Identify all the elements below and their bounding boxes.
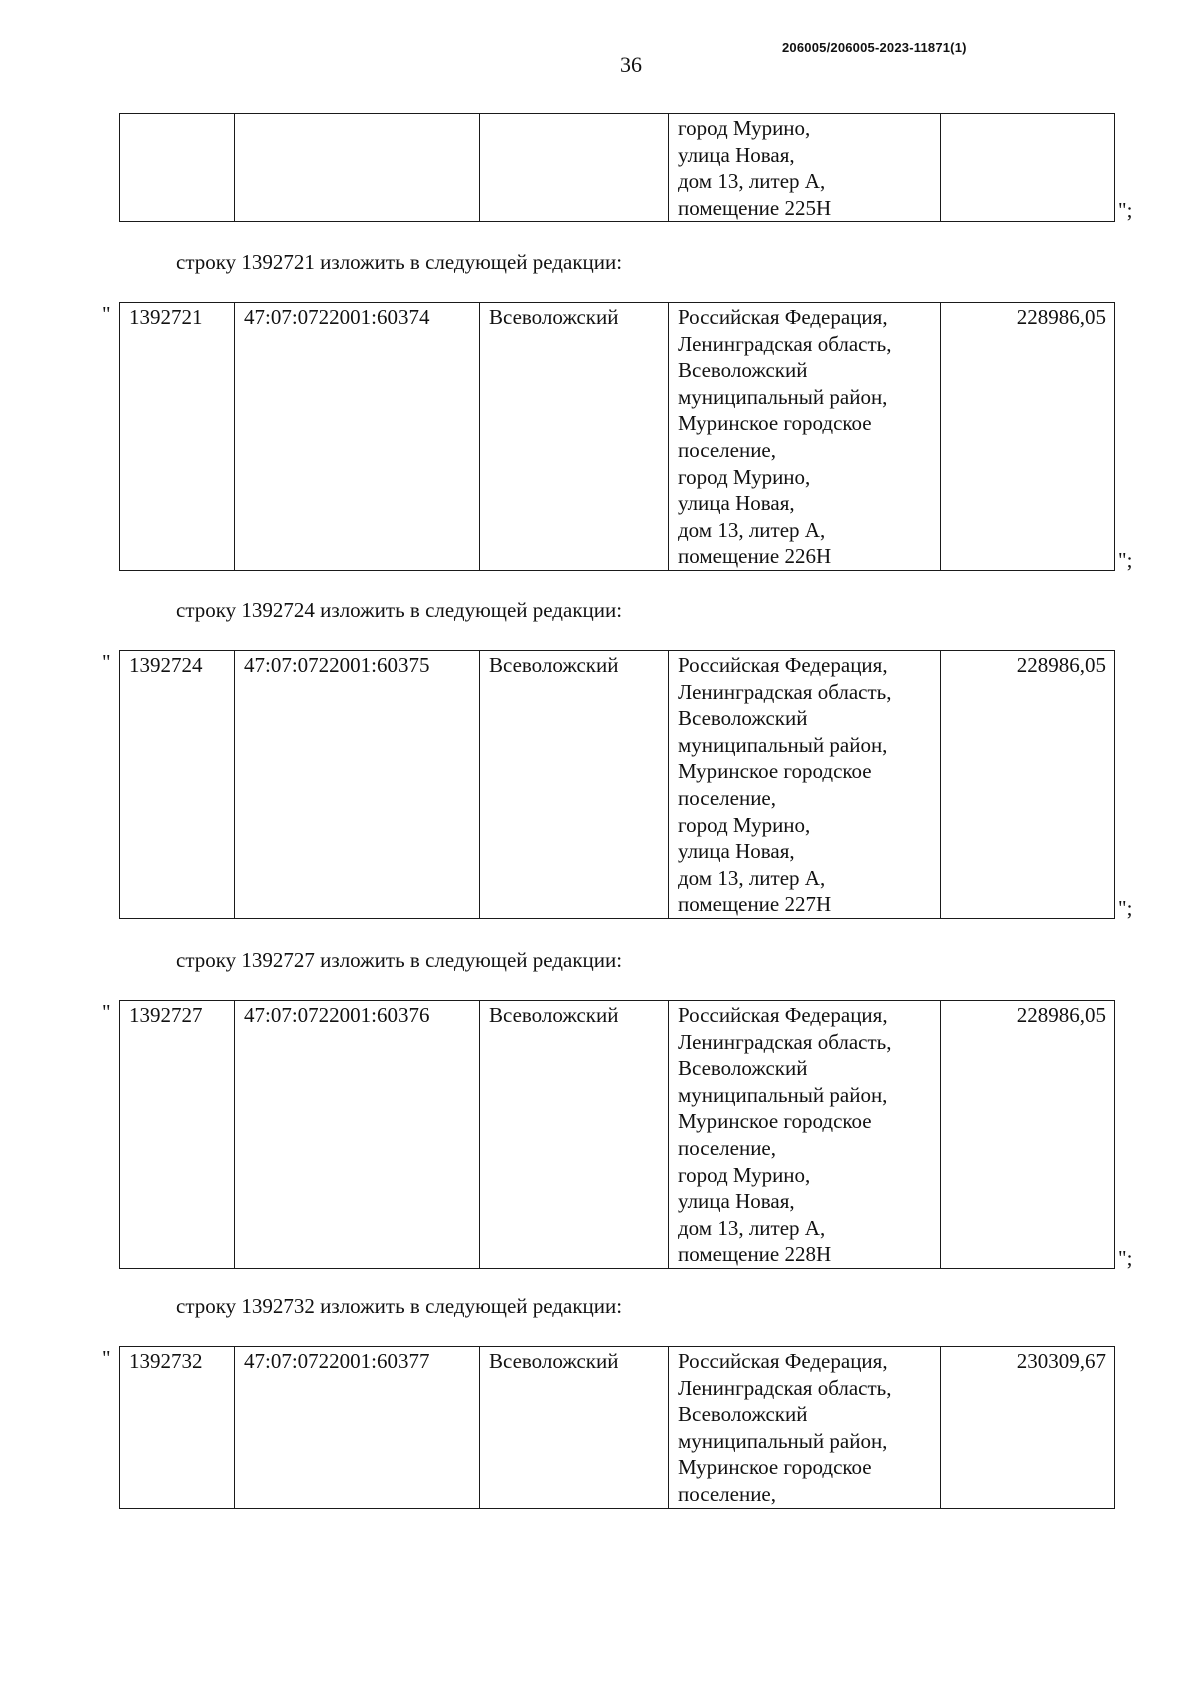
document-id: 206005/206005-2023-11871(1)	[782, 40, 967, 55]
address-line: Российская Федерация,	[678, 1349, 888, 1373]
closing-quote: ";	[1118, 548, 1133, 572]
cell-value: 228986,05	[941, 651, 1115, 919]
cell-cadastral: 47:07:0722001:60375	[235, 651, 480, 919]
address-line: муниципальный район,	[678, 1428, 888, 1453]
closing-quote: ";	[1118, 896, 1133, 920]
address-line: муниципальный район,	[678, 384, 888, 409]
cell-district: Всеволожский	[480, 1347, 669, 1509]
address-line: Ленинградская область,	[678, 1375, 892, 1400]
address-line: улица Новая,	[678, 1189, 795, 1214]
cell-id: 1392727	[120, 1001, 235, 1269]
cell-cadastral: 47:07:0722001:60376	[235, 1001, 480, 1269]
continuation-table	[119, 113, 1115, 222]
address-line: Ленинградская область,	[678, 679, 892, 704]
amendment-heading: строку 1392727 изложить в следующей редакции:	[176, 948, 623, 972]
address-line: Муринское городское	[678, 411, 872, 436]
address-line: поселение,	[678, 1135, 777, 1160]
cell-id: 1392724	[120, 651, 235, 919]
address-line: помещение 226Н	[678, 544, 832, 569]
amendment-heading: строку 1392732 изложить в следующей редакции:	[176, 1294, 623, 1318]
cell-id	[120, 114, 235, 222]
address-line: муниципальный район,	[678, 1082, 888, 1107]
address-line: помещение 225Н	[678, 195, 832, 220]
address-line: дом 13, литер А,	[678, 169, 826, 194]
closing-quote: ";	[1118, 1246, 1133, 1270]
opening-quote: "	[102, 1346, 111, 1370]
address-line: город Мурино,	[678, 116, 811, 140]
address-line: Российская Федерация,	[678, 653, 888, 677]
amendment-table	[119, 302, 1115, 571]
amendment-table	[119, 1346, 1115, 1509]
address-line: поселение,	[678, 437, 777, 462]
address-line: город Мурино,	[678, 1162, 811, 1187]
address-line: поселение,	[678, 785, 777, 810]
cell-district: Всеволожский	[480, 1001, 669, 1269]
cell-cadastral	[235, 114, 480, 222]
cell-address	[669, 114, 941, 222]
table-row	[120, 651, 1115, 919]
address-line: Российская Федерация,	[678, 305, 888, 329]
cell-value: 228986,05	[941, 303, 1115, 571]
cell-cadastral: 47:07:0722001:60377	[235, 1347, 480, 1509]
table-row	[120, 1001, 1115, 1269]
amendment-heading: строку 1392724 изложить в следующей редакции:	[176, 598, 623, 622]
cell-district: Всеволожский	[480, 303, 669, 571]
table-row	[120, 303, 1115, 571]
address-line: улица Новая,	[678, 839, 795, 864]
address-line: улица Новая,	[678, 491, 795, 516]
amendment-table	[119, 650, 1115, 919]
cell-district: Всеволожский	[480, 651, 669, 919]
address-line: Ленинградская область,	[678, 1029, 892, 1054]
address-line: дом 13, литер А,	[678, 1215, 826, 1240]
address-line: Муринское городское	[678, 759, 872, 784]
cell-id: 1392732	[120, 1347, 235, 1509]
cell-value: 230309,67	[941, 1347, 1115, 1509]
cell-address	[669, 1347, 941, 1509]
cell-address	[669, 303, 941, 571]
address-line: дом 13, литер А,	[678, 865, 826, 890]
page-number: 36	[620, 52, 642, 77]
address-line: муниципальный район,	[678, 732, 888, 757]
cell-address	[669, 651, 941, 919]
address-line: помещение 228Н	[678, 1242, 832, 1267]
address-line: Всеволожский	[678, 1056, 808, 1081]
cell-id: 1392721	[120, 303, 235, 571]
table-row	[120, 114, 1115, 222]
address-line: дом 13, литер А,	[678, 517, 826, 542]
amendment-table	[119, 1000, 1115, 1269]
cell-value	[941, 114, 1115, 222]
opening-quote: "	[102, 302, 111, 326]
address-line: город Мурино,	[678, 464, 811, 489]
cell-district	[480, 114, 669, 222]
cell-address	[669, 1001, 941, 1269]
cell-value: 228986,05	[941, 1001, 1115, 1269]
address-line: поселение,	[678, 1481, 777, 1506]
address-line: улица Новая,	[678, 142, 795, 167]
address-line: Ленинградская область,	[678, 331, 892, 356]
closing-quote: ";	[1118, 198, 1133, 222]
amendment-heading: строку 1392721 изложить в следующей редакции:	[176, 250, 623, 274]
address-line: Муринское городское	[678, 1455, 872, 1480]
table-row	[120, 1347, 1115, 1509]
address-line: город Мурино,	[678, 812, 811, 837]
address-line: Всеволожский	[678, 706, 808, 731]
address-line: помещение 227Н	[678, 892, 832, 917]
address-line: Муринское городское	[678, 1109, 872, 1134]
opening-quote: "	[102, 650, 111, 674]
address-line: Всеволожский	[678, 1402, 808, 1427]
cell-cadastral: 47:07:0722001:60374	[235, 303, 480, 571]
opening-quote: "	[102, 1000, 111, 1024]
address-line: Всеволожский	[678, 358, 808, 383]
address-line: Российская Федерация,	[678, 1003, 888, 1027]
